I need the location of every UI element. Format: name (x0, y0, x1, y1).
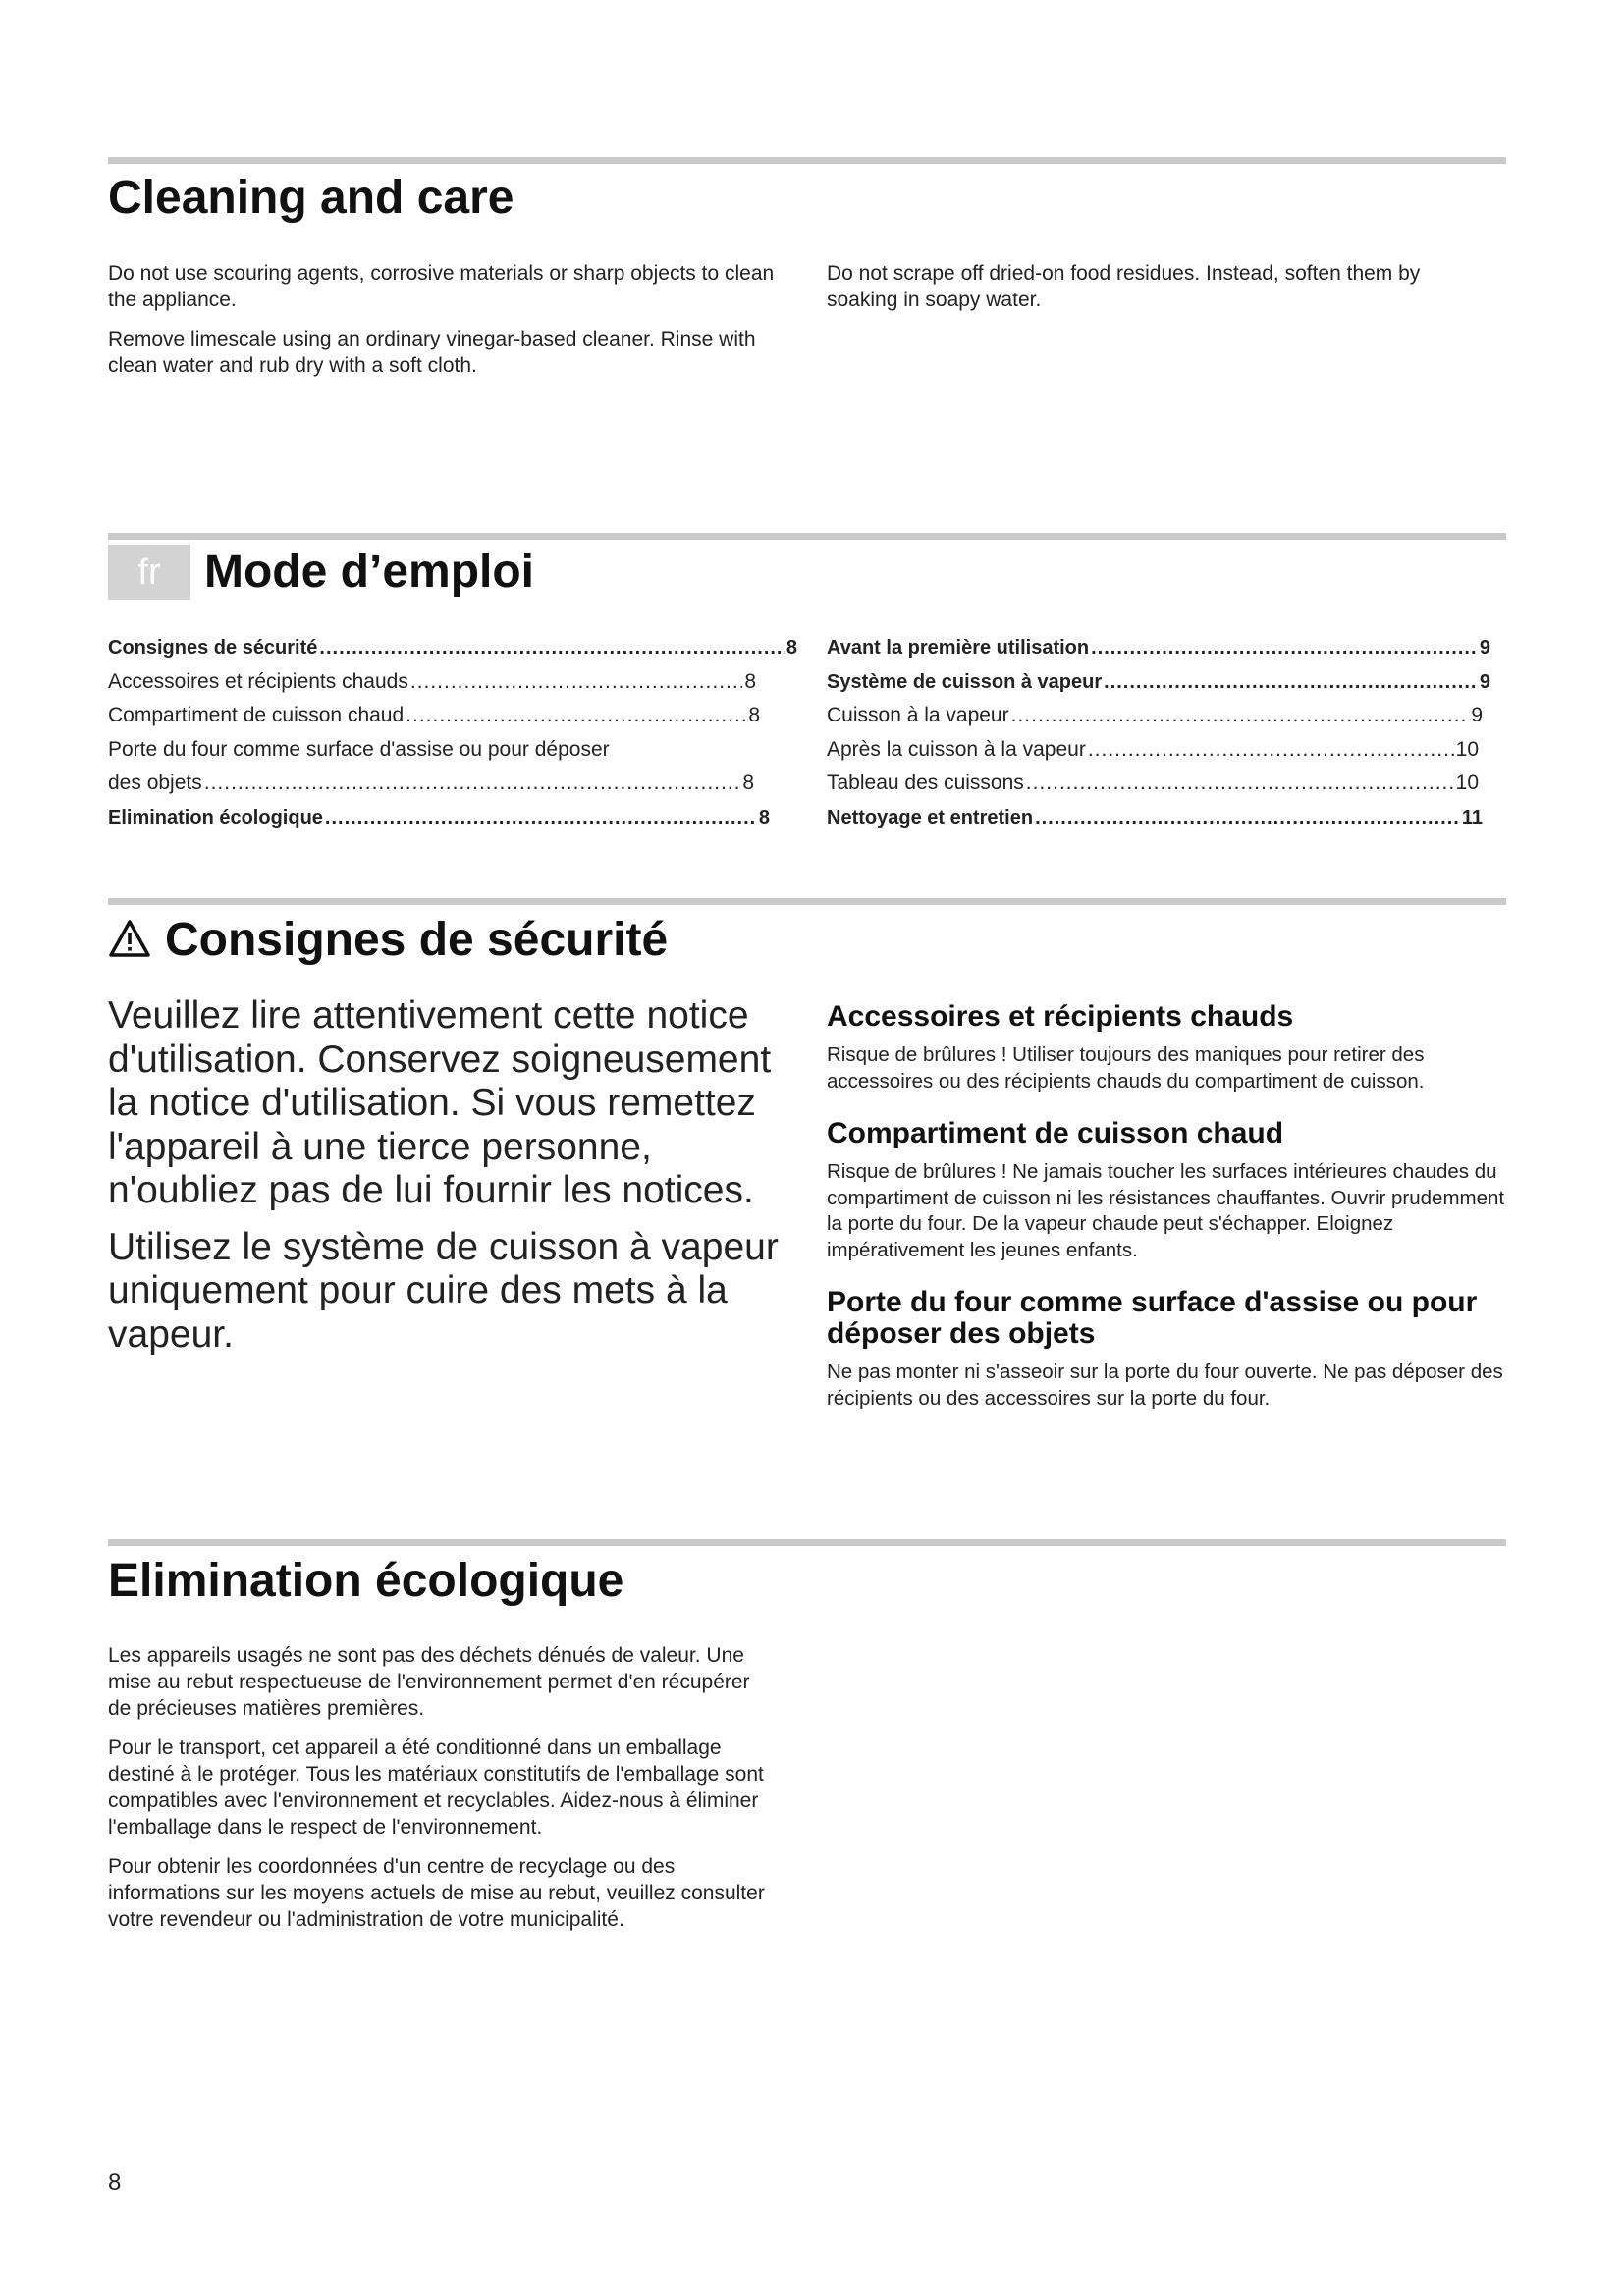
safety-intro-paragraph: Veuillez lire attentivement cette notice d'utilisation. Conservez soigneusement la notice d'utilisation. Si vous remettez l'appareil à une tierce personne, n'oubliez pas de lui fournir les notices. (108, 994, 772, 1211)
toc-entry[interactable] (827, 733, 1479, 768)
toc-leader (1026, 767, 1454, 801)
toc-entry[interactable] (108, 631, 797, 666)
safety-intro-column (108, 994, 785, 1369)
toc-entry-page: 9 (1479, 637, 1490, 659)
ecology-column (108, 1642, 776, 1946)
toc-entry-page: 8 (742, 772, 754, 794)
toc-leader (1091, 631, 1478, 666)
toc-entry[interactable] (827, 767, 1479, 801)
toc-entry-label: Avant la première utilisation (827, 637, 1090, 659)
toc-entry-page: 8 (758, 806, 770, 828)
toc-entry[interactable] (827, 631, 1490, 666)
toc-entry[interactable] (108, 699, 760, 733)
cleaning-paragraph: Do not scrape off dried-on food residues. Instead, soften them by soaking in soapy water. (827, 262, 1421, 311)
toc-entry-page: 8 (744, 669, 756, 693)
toc-entry-page: 8 (748, 704, 760, 726)
toc-entry[interactable] (827, 666, 1490, 700)
toc-entry-label: Accessoires et récipients chauds (108, 669, 408, 693)
mode-title: Mode d’emploi (204, 546, 534, 598)
safety-section-text: Ne pas monter ni s'asseoir sur la porte du four ouverte. Ne pas déposer des récipients ou des accessoires sur la porte du four. (827, 1361, 1503, 1410)
ecology-title: Elimination écologique (108, 1555, 624, 1607)
toc-leader (325, 801, 757, 835)
safety-title-text: Consignes de sécurité (165, 914, 669, 966)
toc-entry-page: 10 (1455, 772, 1479, 794)
toc-entry-label: Tableau des cuissons (827, 772, 1024, 794)
language-badge: fr (108, 545, 190, 600)
toc-entry-page: 9 (1471, 704, 1483, 726)
ecology-paragraph: Les appareils usagés ne sont pas des déchets dénués de valeur. Une mise au rebut respectueuse de l'environnement permet d'en récupérer de précieuses matières premières. (108, 1644, 750, 1720)
toc-left (108, 631, 797, 834)
toc-entry[interactable] (827, 699, 1483, 733)
safety-section-text: Risque de brûlures ! Utiliser toujours des maniques pour retirer des accessoires ou des récipients chauds du compartiment de cuisson. (827, 1043, 1425, 1093)
ecology-paragraph: Pour le transport, cet appareil a été conditionné dans un emballage destiné à le protéger. Tous les matériaux constitutifs de l'emballage sont compatibles avec l'environnement et recyclables. Aidez-nous à éliminer l'emballage dans le respect de l'environnement. (108, 1736, 764, 1839)
cleaning-paragraph: Remove limescale using an ordinary vinegar-based cleaner. Rinse with clean water and rub dry with a soft cloth. (108, 328, 756, 377)
toc-entry-label: Compartiment de cuisson chaud (108, 704, 405, 726)
cleaning-title: Cleaning and care (108, 172, 514, 224)
toc-leader (406, 699, 746, 733)
toc-leader (1104, 666, 1478, 700)
toc-leader (204, 767, 741, 801)
toc-leader (1035, 801, 1460, 835)
toc-leader (1088, 733, 1454, 768)
toc-entry-page: 8 (785, 637, 797, 659)
toc-entry-page: 10 (1455, 737, 1479, 761)
toc-entry-page: 9 (1479, 670, 1490, 693)
toc-leader (1011, 699, 1470, 733)
safety-section-heading: Porte du four comme surface d'assise ou pour déposer des objets (827, 1286, 1478, 1350)
toc-leader (410, 666, 743, 700)
toc-entry[interactable] (108, 666, 756, 700)
toc-entry-page: 11 (1461, 806, 1483, 828)
toc-entry[interactable] (108, 801, 770, 835)
cleaning-right-column (827, 260, 1494, 326)
warning-triangle-icon (108, 919, 151, 958)
toc-entry-label: Elimination écologique (108, 806, 323, 828)
safety-intro-paragraph: Utilisez le système de cuisson à vapeur uniquement pour cuire des mets à la vapeur. (108, 1225, 779, 1356)
toc-right (827, 631, 1490, 834)
toc-entry-label: Cuisson à la vapeur (827, 704, 1009, 726)
section-rule-ecology (108, 1539, 1506, 1546)
safety-section-heading: Compartiment de cuisson chaud (827, 1117, 1284, 1149)
safety-section-text: Risque de brûlures ! Ne jamais toucher les surfaces intérieures chaudes du compartiment de cuisson ni les résistances chauffantes. Ouvrir prudemment la porte du four. De la vapeur chaude peut s'échapper. Eloignez impérativement les jeunes enfants. (827, 1160, 1505, 1261)
toc-entry[interactable] (108, 767, 754, 801)
section-rule-cleaning (108, 157, 1506, 164)
section-rule-mode (108, 533, 1506, 540)
toc-entry-label: des objets (108, 772, 202, 794)
toc-entry-label: Après la cuisson à la vapeur (827, 737, 1086, 761)
toc-entry-label: Système de cuisson à vapeur (827, 670, 1103, 693)
page-number: 8 (108, 2169, 122, 2196)
toc-entry[interactable] (827, 801, 1483, 835)
safety-title (108, 914, 669, 966)
cleaning-left-column (108, 260, 776, 392)
safety-sections-column (827, 1001, 1514, 1435)
safety-section-heading: Accessoires et récipients chauds (827, 1000, 1294, 1033)
section-rule-safety (108, 898, 1506, 905)
toc-entry-label-line: Porte du four comme surface d'assise ou pour déposer (108, 737, 610, 761)
toc-entry-label: Nettoyage et entretien (827, 806, 1034, 828)
cleaning-paragraph: Do not use scouring agents, corrosive materials or sharp objects to clean the appliance. (108, 262, 775, 311)
toc-leader (319, 631, 784, 666)
toc-entry-label: Consignes de sécurité (108, 637, 318, 659)
ecology-paragraph: Pour obtenir les coordonnées d'un centre de recyclage ou des informations sur les moyens actuels de mise au rebut, veuillez consulter votre revendeur ou l'administration de votre municipalité. (108, 1855, 765, 1931)
